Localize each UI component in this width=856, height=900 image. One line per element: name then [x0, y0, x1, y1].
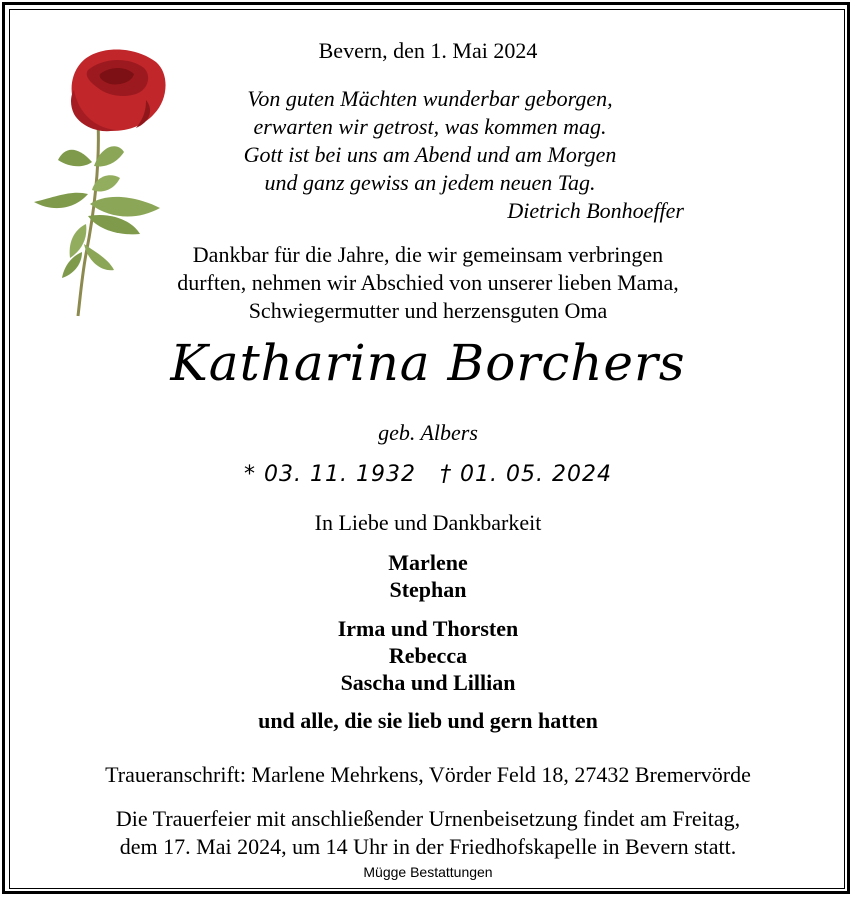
poem-line: Gott ist bei uns am Abend und am Morgen [243, 142, 617, 167]
intro-line: durften, nehmen wir Abschied von unserer lieben Mama, [177, 270, 679, 295]
birth-date: * 03. 11. 1932 [244, 462, 416, 487]
mourner-name: Rebecca [388, 643, 468, 668]
place-date: Bevern, den 1. Mai 2024 [318, 38, 538, 63]
death-date: † 01. 05. 2024 [440, 462, 612, 487]
poem-line: und ganz gewiss an jedem neuen Tag. [264, 170, 596, 195]
mourning-address: Traueranschrift: Marlene Mehrkens, Vörder Feld 18, 27432 Bremervörde [105, 762, 751, 787]
life-dates [0, 462, 856, 487]
poem-line: erwarten wir getrost, was kommen mag. [253, 114, 607, 139]
poem-author: Dietrich Bonhoeffer [507, 198, 684, 223]
birth-name: geb. Albers [378, 420, 478, 445]
intro-line: Schwiegermutter und herzensguten Oma [248, 298, 608, 323]
mourner-name: Marlene [388, 550, 468, 575]
poem-line: Von guten Mächten wunderbar geborgen, [247, 86, 613, 111]
intro-line: Dankbar für die Jahre, die wir gemeinsam verbringen [192, 242, 664, 267]
service-line: Die Trauerfeier mit anschließender Urnenbeisetzung findet am Freitag, [115, 806, 741, 831]
thanks-line: In Liebe und Dankbarkeit [314, 510, 542, 535]
mourner-name: Irma und Thorsten [337, 616, 519, 641]
mourner-name: Sascha und Lillian [340, 670, 516, 695]
undertaker-name: Mügge Bestattungen [363, 864, 493, 880]
mourner-name: Stephan [389, 577, 467, 602]
deceased-name: Katharina Borchers [170, 334, 686, 392]
mourners-closing: und alle, die sie lieb und gern hatten [258, 708, 598, 733]
service-line: dem 17. Mai 2024, um 14 Uhr in der Friedhofskapelle in Bevern statt. [119, 834, 737, 859]
